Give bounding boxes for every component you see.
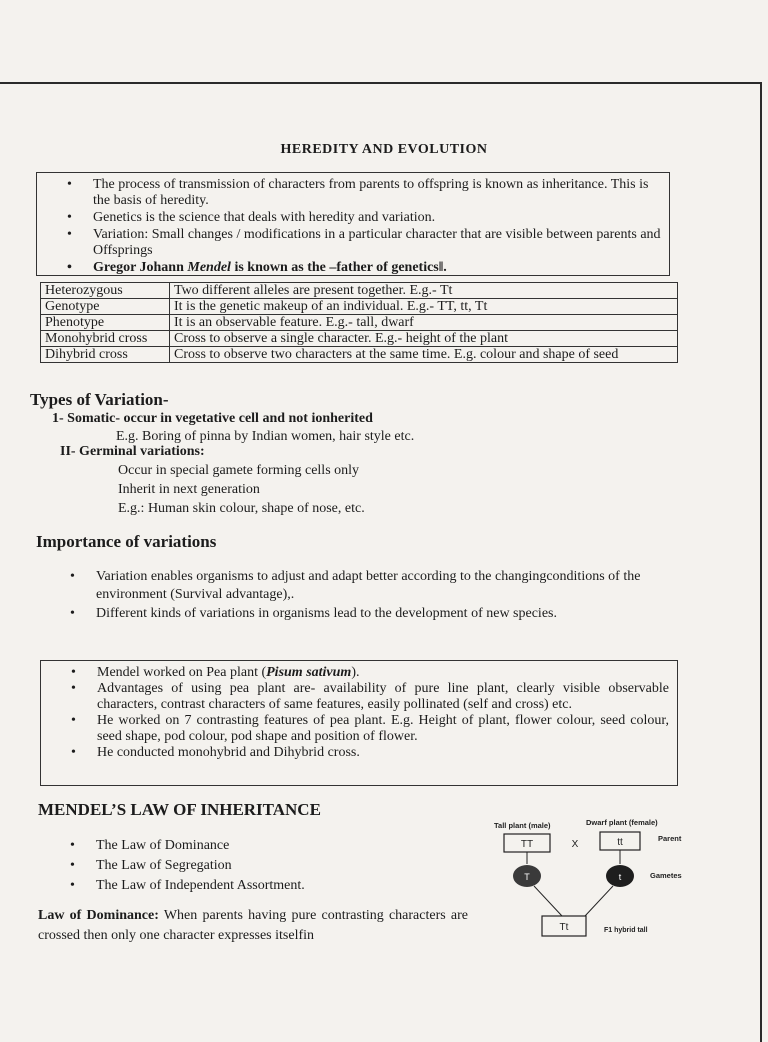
- table-row: [41, 331, 678, 347]
- f1-Tt-label: Tt: [559, 922, 569, 933]
- gamete-t-label: t: [618, 872, 622, 882]
- intro-bullet: • The process of transmission of characters from parents to offspring is known as inheritance. This is the basis of heredity.: [37, 177, 669, 209]
- pea-scientific-name: Pisum sativum: [266, 665, 352, 680]
- intro-bullet: [37, 260, 669, 276]
- definition-cell: Two different alleles are present together. E.g.- Tt: [170, 283, 678, 299]
- gametes-label: Gametes: [650, 871, 682, 880]
- intro-bullet: • Variation: Small changes / modifications in a particular character that are visible between parents and Offsprings: [37, 227, 669, 259]
- somatic-variation: 1- Somatic- occur in vegetative cell and not ionherited: [52, 411, 373, 426]
- law-list: [40, 836, 440, 896]
- types-heading: Types of Variation-: [30, 390, 169, 409]
- mendel-bullet: [41, 665, 677, 681]
- definition-cell: It is an observable feature. E.g.- tall, dwarf: [170, 315, 678, 331]
- importance-bullet: • Different kinds of variations in organisms lead to the development of new species.: [40, 605, 690, 623]
- mendel-name-c: is known as the –father of genetics‖.: [230, 260, 447, 275]
- term-cell: Genotype: [41, 299, 170, 315]
- connector-line: [534, 886, 562, 916]
- term-cell: Heterozygous: [41, 283, 170, 299]
- intro-box: [36, 172, 670, 276]
- dominance-body: When parents having pure contrasting characters are crossed then only one character expresses itselfin: [38, 908, 468, 943]
- definition-cell: Cross to observe two characters at the same time. E.g. colour and shape of seed: [170, 347, 678, 363]
- law-item: • The Law of Dominance: [40, 836, 440, 856]
- mendel-name-b: Mendel: [187, 260, 231, 275]
- monohybrid-cross-diagram: [486, 812, 716, 952]
- importance-list: [40, 568, 690, 624]
- table-row: [41, 283, 678, 299]
- mendel-bullet: • He conducted monohybrid and Dihybrid cross.: [41, 745, 677, 761]
- intro-list: [37, 173, 669, 276]
- intro-bullet: • Genetics is the science that deals with heredity and variation.: [37, 210, 669, 226]
- page-title: HEREDITY AND EVOLUTION: [280, 142, 488, 157]
- germinal-point: Inherit in next generation: [118, 482, 260, 497]
- mendel-name-a: Gregor Johann: [93, 260, 188, 275]
- dominance-label: Law of Dominance:: [38, 908, 159, 923]
- parent-tt-label: tt: [617, 837, 623, 848]
- tall-plant-label: Tall plant (male): [494, 821, 551, 830]
- connector-line: [585, 886, 613, 916]
- germinal-point: Occur in special gamete forming cells only: [118, 463, 360, 478]
- parent-label: Parent: [658, 834, 682, 843]
- gamete-T-label: T: [524, 872, 530, 882]
- germinal-variation: II- Germinal variations:: [60, 444, 205, 459]
- table-row: [41, 315, 678, 331]
- mendel-list: [41, 661, 677, 761]
- law-of-dominance-text: [38, 906, 468, 946]
- mendel-bullet: • He worked on 7 contrasting features of pea plant. E.g. Height of plant, flower colour, seed colour, seed shape, pod colour, pod shape and position of flower.: [41, 713, 677, 745]
- somatic-example: E.g. Boring of pinna by Indian women, hair style etc.: [116, 429, 415, 444]
- f1-hybrid-label: F1 hybrid tall: [604, 927, 648, 934]
- law-item: • The Law of Independent Assortment.: [40, 876, 440, 896]
- table-row: [41, 347, 678, 363]
- mendel-box: [40, 660, 678, 786]
- term-cell: Dihybrid cross: [41, 347, 170, 363]
- pea-text-a: Mendel worked on Pea plant (: [97, 665, 267, 680]
- definition-cell: It is the genetic makeup of an individual. E.g.- TT, tt, Tt: [170, 299, 678, 315]
- germinal-point: E.g.: Human skin colour, shape of nose, etc.: [118, 501, 365, 516]
- law-item: • The Law of Segregation: [40, 856, 440, 876]
- importance-bullet: • Variation enables organisms to adjust and adapt better according to the changingconditions of the environment (Survival advantage),.: [40, 568, 690, 604]
- term-cell: Phenotype: [41, 315, 170, 331]
- parent-TT-label: TT: [520, 839, 534, 850]
- mendel-bullet: • Advantages of using pea plant are- availability of pure line plant, clearly visible observable characters, contrast characters of same features, easily pollinated (self and cross) etc.: [41, 681, 677, 713]
- pea-text-c: ).: [351, 665, 360, 680]
- importance-heading: Importance of variations: [36, 532, 217, 551]
- definition-cell: Cross to observe a single character. E.g.- height of the plant: [170, 331, 678, 347]
- table-row: [41, 299, 678, 315]
- terms-table: [40, 282, 678, 363]
- dwarf-plant-label: Dwarf plant (female): [586, 818, 658, 827]
- term-cell: Monohybrid cross: [41, 331, 170, 347]
- law-heading: MENDEL’S LAW OF INHERITANCE: [38, 800, 321, 819]
- cross-symbol: X: [571, 839, 579, 850]
